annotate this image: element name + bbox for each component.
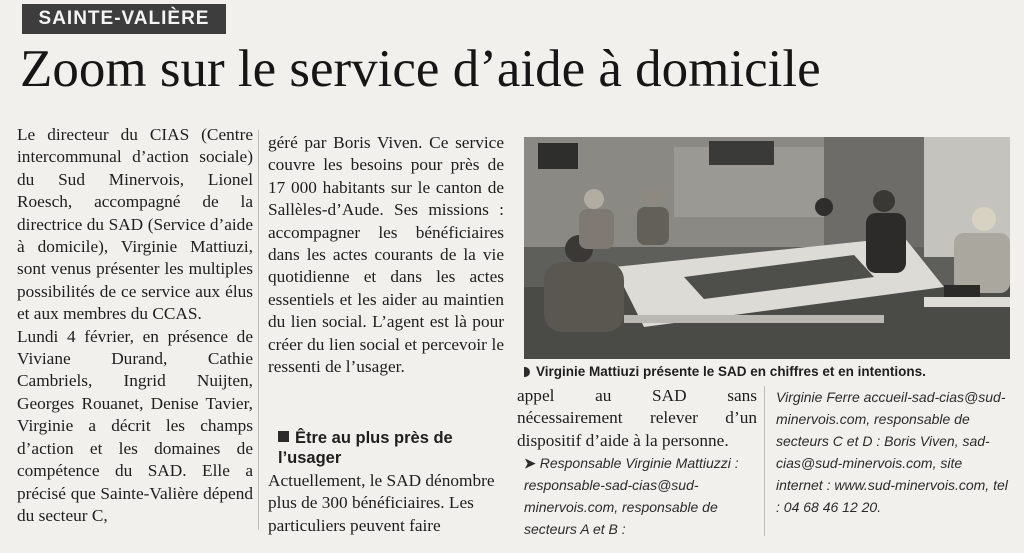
article-column-3 bbox=[517, 385, 757, 452]
paragraph: Lundi 4 février, en présence de Viviane Durand, Cathie Cambriels, Ingrid Nuijten, Georges Rouanet, Denise Tavier, Virginie a décrit les champs d’action et les domaines de compétence du SAD. Elle a précisé que Sainte-Valière dépend du secteur C, bbox=[17, 326, 253, 525]
paragraph: appel au SAD sans nécessairement relever d’un dispositif d’aide à la personne. bbox=[517, 386, 757, 450]
caption-marker-icon bbox=[524, 367, 530, 377]
meeting-room-photo bbox=[524, 137, 1010, 359]
article-column-1 bbox=[17, 124, 253, 527]
article-column-2 bbox=[268, 132, 504, 378]
section-kicker: SAINTE-VALIÈRE bbox=[22, 4, 226, 34]
subheading bbox=[278, 428, 478, 468]
caption-text: Virginie Mattiuzi présente le SAD en chiffres et en intentions. bbox=[536, 364, 926, 379]
contact-text: Responsable Virginie Mattiuzzi : responsable-sad-cias@sud-minervois.com, responsable de secteurs A et B : bbox=[524, 455, 739, 537]
square-bullet-icon bbox=[278, 431, 289, 442]
paragraph: Le directeur du CIAS (Centre intercommunal d’action sociale) du Sud Minervois, Lionel Roesch, accompagné de la directrice du SAD (Service d’aide à domicile), Virginie Mattiuzi, sont venus présenter les multiples possibilités de ce service aux élus et aux membres du CCAS. bbox=[17, 125, 253, 324]
headline: Zoom sur le service d’aide à domicile bbox=[20, 40, 821, 98]
paragraph: Actuellement, le SAD dénombre plus de 300 bénéficiaires. Les particuliers peuvent faire bbox=[268, 471, 495, 535]
contact-info-2 bbox=[776, 386, 1012, 518]
contact-info-1 bbox=[524, 452, 760, 540]
subheading-text: Être au plus près de l’usager bbox=[278, 429, 453, 467]
column-rule bbox=[764, 386, 765, 536]
column-rule bbox=[258, 130, 259, 530]
arrow-icon: ➤ bbox=[524, 455, 536, 471]
article-column-2-continued bbox=[268, 470, 504, 537]
contact-text: Virginie Ferre accueil-sad-cias@sud-minervois.com, responsable de secteurs C et D : Boris Viven, sad-cias@sud-minervois.com, site internet : www.sud-minervois.com, tel : 04 68 46 12 20. bbox=[776, 389, 1008, 515]
article-photo bbox=[524, 137, 1010, 359]
paragraph: géré par Boris Viven. Ce service couvre les besoins pour près de 17 000 habitants sur le canton de Sallèles-d’Aude. Ses missions : accompagner les bénéficiaires dans les actes courants de la vie quotidienne et dans les actes essentiels et les aider au maintien du lien social. L’agent est là pour créer du lien social et percevoir le ressenti de l’usager. bbox=[268, 133, 504, 377]
photo-caption bbox=[524, 361, 1010, 383]
